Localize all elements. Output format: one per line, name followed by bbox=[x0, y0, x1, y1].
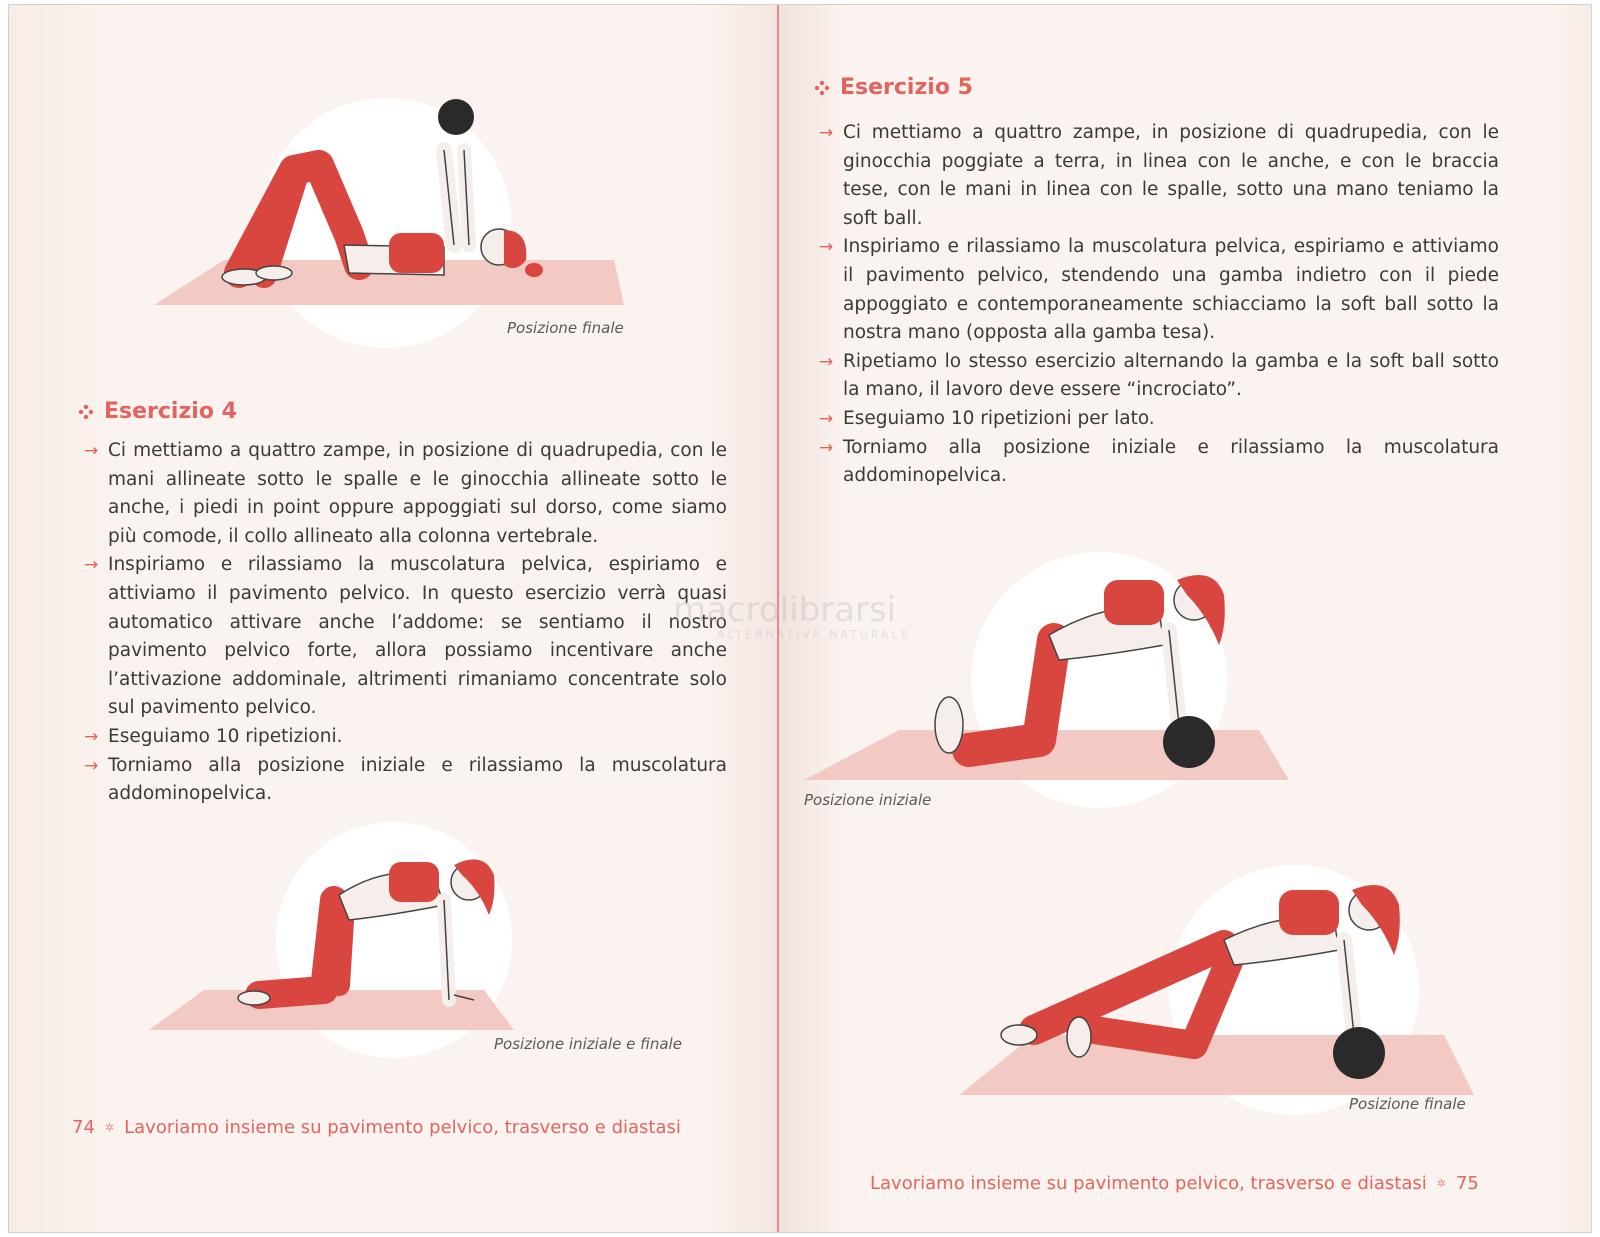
caption-bottom: Posizione iniziale e finale bbox=[494, 1035, 682, 1053]
watermark-tagline: ALTERNATIVA NATURALE bbox=[717, 628, 911, 641]
flower-icon bbox=[78, 404, 94, 420]
arrow-right-icon: → bbox=[84, 555, 99, 576]
exercise-5-steps bbox=[819, 119, 1499, 491]
illustration-all-fours bbox=[144, 820, 534, 1060]
left-page bbox=[9, 5, 779, 1232]
illustration-quadruped-ball bbox=[799, 550, 1299, 820]
exercise-4-heading bbox=[78, 399, 237, 424]
caption-bottom-right: Posizione finale bbox=[1349, 1095, 1466, 1113]
right-footer bbox=[870, 1173, 1479, 1194]
watermark-brand: macrolibrarsi bbox=[673, 590, 897, 630]
caption-middle: Posizione iniziale bbox=[804, 791, 932, 809]
step-item: → Inspiriamo e rilassiamo la muscolatura pelvica, espiriamo e attiviamo il pavimento pelvico. In questo esercizio verrà quasi automatico attivare anche l’addome: se sentiamo il nostro pavimento pelvico forte, allora possiamo incentivare anche l’attivazione addominale, altrimenti rimaniamo concentrate solo sul pavimento pelvico. bbox=[84, 551, 727, 723]
step-item: → Eseguiamo 10 ripetizioni. bbox=[84, 723, 727, 752]
book-spread bbox=[8, 4, 1592, 1233]
figure-lying-icon bbox=[144, 95, 634, 355]
right-page bbox=[779, 5, 1591, 1232]
flower-icon bbox=[814, 80, 830, 96]
arrow-right-icon: → bbox=[84, 726, 99, 747]
step-item: → Inspiriamo e rilassiamo la muscolatura pelvica, espiriamo e attiviamo il pavimento pelvico, stendendo una gamba indietro con il piede appoggiato e contemporaneamente schiacciamo la soft ball sotto la nostra mano (opposta alla gamba tesa). bbox=[819, 233, 1499, 347]
step-item: → Ci mettiamo a quattro zampe, in posizione di quadrupedia, con le mani allineate sotto le spalle e le ginocchia allineate sotto le anche, i piedi in point oppure appoggiati sul dorso, come siamo più comode, il collo allineato alla colonna vertebrale. bbox=[84, 437, 727, 551]
step-item: → Torniamo alla posizione iniziale e rilassiamo la muscolatura addominopelvica. bbox=[819, 434, 1499, 491]
page-number: 74 bbox=[72, 1117, 95, 1138]
running-title: Lavoriamo insieme su pavimento pelvico, trasverso e diastasi bbox=[870, 1173, 1427, 1194]
page-gutter bbox=[777, 5, 779, 1232]
figure-quadruped-icon bbox=[144, 820, 534, 1060]
exercise-4-steps bbox=[84, 437, 727, 809]
exercise-5-heading bbox=[814, 75, 973, 100]
page-number: 75 bbox=[1455, 1173, 1479, 1194]
arrow-right-icon: → bbox=[819, 437, 834, 458]
step-item: → Torniamo alla posizione iniziale e rilassiamo la muscolatura addominopelvica. bbox=[84, 752, 727, 809]
running-title: Lavoriamo insieme su pavimento pelvico, trasverso e diastasi bbox=[124, 1117, 681, 1138]
step-item: → Ripetiamo lo stesso esercizio alternando la gamba e la soft ball sotto la mano, il lavoro deve essere “incrociato”. bbox=[819, 348, 1499, 405]
left-footer bbox=[72, 1117, 681, 1138]
step-item: → Eseguiamo 10 ripetizioni per lato. bbox=[819, 405, 1499, 434]
arrow-right-icon: → bbox=[84, 755, 99, 776]
exercise-5-title: Esercizio 5 bbox=[840, 75, 973, 100]
arrow-right-icon: → bbox=[819, 351, 834, 372]
separator-icon: ✲ bbox=[1436, 1177, 1446, 1190]
step-item: → Ci mettiamo a quattro zampe, in posizione di quadrupedia, con le ginocchia poggiate a terra, in linea con le anche, e con le braccia tese, con le mani in linea con le spalle, sotto una mano teniamo la soft ball. bbox=[819, 119, 1499, 233]
arrow-right-icon: → bbox=[819, 408, 834, 429]
arrow-right-icon: → bbox=[84, 441, 99, 461]
caption-top: Posizione finale bbox=[507, 319, 624, 337]
figure-quadruped-ball-icon bbox=[799, 550, 1299, 820]
separator-icon: ✲ bbox=[104, 1121, 115, 1134]
arrow-right-icon: → bbox=[819, 237, 834, 258]
illustration-lying-ball bbox=[144, 95, 634, 355]
arrow-right-icon: → bbox=[819, 123, 834, 143]
exercise-4-title: Esercizio 4 bbox=[104, 399, 237, 424]
